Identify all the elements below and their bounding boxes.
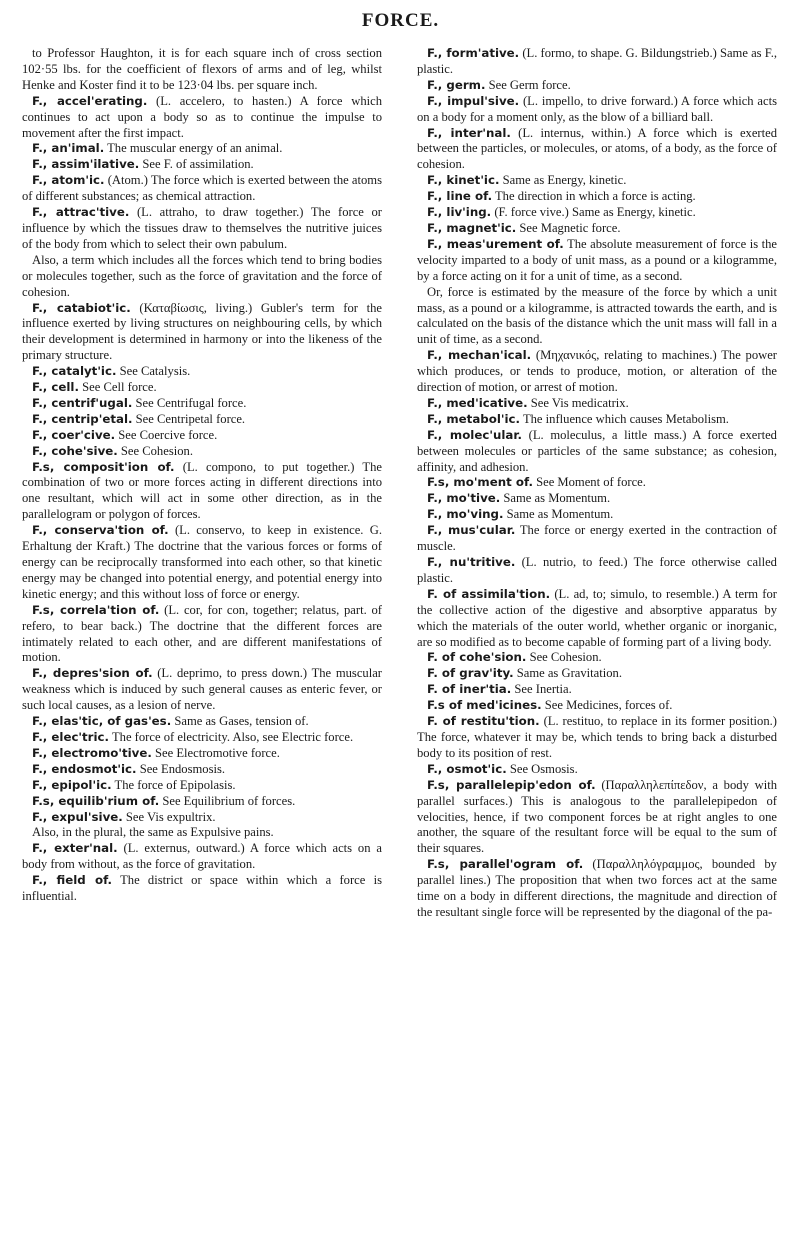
entry-headword: F., impul'sive. bbox=[427, 93, 520, 108]
dictionary-entry bbox=[22, 428, 382, 444]
entry-headword: F., coer'cive. bbox=[32, 427, 116, 442]
entry-headword: F., nu'tritive. bbox=[427, 555, 516, 569]
entry-definition: The district or space within which a force is influential. bbox=[22, 873, 383, 904]
entry-headword: F., metabol'ic. bbox=[427, 411, 521, 426]
entry-definition: (L. deprimo, to press down.) The muscular weakness which is induced by such general causes as enteric fever, or such local causes, as a lesion of nerve. bbox=[22, 666, 382, 713]
entry-headword: F., line of. bbox=[427, 189, 493, 204]
dictionary-entry bbox=[22, 825, 382, 841]
dictionary-entry bbox=[417, 94, 777, 126]
dictionary-entry bbox=[417, 46, 777, 78]
dictionary-entry bbox=[22, 301, 382, 365]
entry-headword: F., med'icative. bbox=[427, 395, 528, 410]
entry-headword: F., inter'nal. bbox=[427, 125, 511, 140]
entry-definition: (L. conservo, to keep in existence. G. Erhaltung der Kraft.) The doctrine that the various forces or forms of energy can be reciprocally transformed into each other, so that kinetic energy may be changed into potential energy, and potential energy into kinetic energy; and this without loss of force or energy. bbox=[22, 523, 382, 601]
entry-definition: (Παραλληλόγραμμος, bounded by parallel lines.) The proposition that when two forces act at the same time on a body in different directions, the magnitude and direction of the resultant single force will be represented by the diagonal of the pa- bbox=[417, 857, 777, 919]
page-title: FORCE. bbox=[361, 10, 440, 31]
dictionary-entry bbox=[417, 523, 777, 555]
entry-headword: F., epipol'ic. bbox=[32, 777, 112, 792]
dictionary-entry bbox=[417, 348, 777, 396]
dictionary-entry bbox=[22, 460, 382, 524]
entry-definition: See Electromotive force. bbox=[155, 745, 280, 760]
dictionary-entry bbox=[417, 587, 777, 651]
entry-definition: See Cell force. bbox=[82, 380, 157, 395]
dictionary-entry bbox=[22, 157, 382, 173]
dictionary-entry bbox=[417, 475, 777, 491]
entry-definition: See Moment of force. bbox=[536, 475, 646, 490]
dictionary-entry bbox=[22, 396, 382, 412]
entry-definition: (L. nutrio, to feed.) The force otherwise called plastic. bbox=[417, 555, 777, 585]
dictionary-entry bbox=[417, 189, 777, 205]
entry-definition: (F. force vive.) Same as Energy, kinetic. bbox=[494, 205, 696, 220]
entry-headword: F. of iner'tia. bbox=[427, 682, 512, 697]
entry-definition: See Magnetic force. bbox=[519, 220, 621, 235]
dictionary-entry bbox=[22, 603, 382, 667]
dictionary-entry bbox=[417, 857, 777, 921]
dictionary-entry bbox=[22, 810, 382, 826]
entry-definition: (L. restituo, to replace in its former position.) The force, whatever it may be, which tends to bring back a disturbed body to its position of rest. bbox=[417, 714, 777, 760]
entry-definition: The force of Epipolasis. bbox=[114, 777, 236, 792]
dictionary-entry bbox=[22, 873, 382, 905]
entry-definition: See Coercive force. bbox=[118, 427, 218, 442]
dictionary-entry bbox=[22, 380, 382, 396]
entry-headword: F.s, composit'ion of. bbox=[32, 459, 175, 474]
entry-definition: Same as Momentum. bbox=[503, 491, 611, 506]
dictionary-entry bbox=[417, 491, 777, 507]
entry-definition: The influence which causes Metabolism. bbox=[522, 411, 729, 426]
dictionary-entry bbox=[417, 507, 777, 523]
entry-headword: F., field of. bbox=[32, 873, 113, 888]
entry-headword: F., endosmot'ic. bbox=[32, 761, 137, 776]
entry-definition: Same as Gases, tension of. bbox=[174, 714, 309, 729]
entry-headword: F., magnet'ic. bbox=[427, 220, 517, 235]
entry-definition: See Centripetal force. bbox=[135, 411, 246, 426]
entry-definition: Also, a term which includes all the forces which tend to bring bodies or molecules together, such as the force of gravitation and the force of cohesion. bbox=[22, 252, 382, 299]
entry-definition: See Equilibrium of forces. bbox=[162, 793, 296, 808]
entry-headword: F., kinet'ic. bbox=[427, 173, 500, 188]
dictionary-entry bbox=[417, 698, 777, 714]
dictionary-entry bbox=[22, 253, 382, 301]
entry-headword: F.s of med'icines. bbox=[427, 698, 542, 713]
entry-headword: F., depres'sion of. bbox=[32, 666, 153, 681]
dictionary-entry bbox=[417, 285, 777, 349]
entry-definition: The direction in which a force is acting. bbox=[494, 189, 696, 204]
entry-definition: See Osmosis. bbox=[509, 761, 578, 776]
dictionary-entry bbox=[22, 714, 382, 730]
dictionary-entry bbox=[417, 221, 777, 237]
entry-headword: F., centrip'etal. bbox=[32, 411, 133, 426]
dictionary-entry bbox=[22, 364, 382, 380]
entry-headword: F., mus'cular. bbox=[427, 523, 516, 538]
entry-headword: F., mo'ving. bbox=[427, 507, 504, 522]
entry-definition: See Vis medicatrix. bbox=[530, 395, 629, 410]
entry-definition: (L. impello, to drive forward.) A force which acts on a body for a moment only, as the blow of a billiard ball. bbox=[417, 93, 777, 124]
entry-definition: Also, in the plural, the same as Expulsive pains. bbox=[32, 825, 274, 840]
entry-definition: (L. cor, for con, together; relatus, part. of refero, to bear back.) The doctrine that the different forces are intimately related to each other, and are different manifestations of motion. bbox=[22, 602, 382, 665]
entry-definition: (L. ad, to; simulo, to resemble.) A term for the collective action of the digestive and absorptive apparatus by which the materials of the outer world, whether organic or inorganic, are so modified as to become capable of forming part of a living body. bbox=[417, 586, 777, 649]
entry-headword: F., atom'ic. bbox=[32, 173, 105, 188]
dictionary-entry bbox=[22, 94, 382, 142]
dictionary-entry bbox=[417, 666, 777, 682]
dictionary-entry bbox=[417, 78, 777, 94]
entry-definition: The muscular energy of an animal. bbox=[107, 141, 283, 156]
dictionary-entry bbox=[22, 841, 382, 873]
entry-headword: F.s, correla'tion of. bbox=[32, 602, 160, 617]
entry-headword: F., mechan'ical. bbox=[427, 348, 532, 363]
entry-definition: See Cohesion. bbox=[120, 443, 193, 458]
dictionary-entry bbox=[22, 666, 382, 714]
entry-headword: F., cohe'sive. bbox=[32, 443, 118, 458]
entry-definition: The absolute measurement of force is the velocity imparted to a body of unit mass, as a pound or a kilogramme, by a force acting on it for a unit of time, as a second. bbox=[417, 236, 778, 283]
entry-headword: F., germ. bbox=[427, 77, 486, 92]
entry-headword: F. of restitu'tion. bbox=[427, 714, 540, 729]
entry-definition: to Professor Haughton, it is for each square inch of cross section 102·55 lbs. for the coefficient of flexors of arms and of leg, whilst Henke and Koster find it to be 123·04 lbs. per square inch. bbox=[22, 46, 382, 92]
right-column bbox=[417, 46, 777, 921]
entry-headword: F.s, parallel'ogram of. bbox=[427, 857, 584, 872]
entry-headword: F. of grav'ity. bbox=[427, 666, 514, 681]
entry-headword: F., elas'tic, of gas'es. bbox=[32, 714, 172, 729]
dictionary-entry bbox=[22, 762, 382, 778]
dictionary-entry bbox=[22, 746, 382, 762]
entry-headword: F., molec'ular. bbox=[427, 427, 522, 442]
entry-definition: (L. attraho, to draw together.) The force or influence by which the tissues draw to themselves the nutritive juices of the body from which to select their own pabulum. bbox=[22, 205, 382, 251]
entry-definition: (Atom.) The force which is exerted between the atoms of different substances; as chemical attraction. bbox=[22, 173, 382, 204]
entry-headword: F., conserva'tion of. bbox=[32, 523, 169, 538]
dictionary-entry bbox=[417, 428, 777, 476]
dictionary-entry bbox=[417, 237, 777, 285]
dictionary-entry bbox=[417, 205, 777, 221]
dictionary-entry bbox=[22, 444, 382, 460]
entry-headword: F., liv'ing. bbox=[427, 205, 492, 220]
entry-definition: Same as Gravitation. bbox=[516, 666, 622, 681]
dictionary-entry bbox=[417, 126, 777, 174]
entry-headword: F., meas'urement of. bbox=[427, 236, 564, 251]
entry-definition: See Vis expultrix. bbox=[125, 809, 216, 824]
entry-definition: Same as Momentum. bbox=[506, 507, 614, 522]
entry-definition: See Inertia. bbox=[514, 682, 572, 697]
entry-headword: F., form'ative. bbox=[427, 46, 520, 60]
entry-headword: F., cell. bbox=[32, 380, 79, 395]
entry-definition: See F. of assimilation. bbox=[142, 157, 254, 172]
entry-headword: F., expul'sive. bbox=[32, 809, 123, 824]
dictionary-entry bbox=[22, 141, 382, 157]
entry-headword: F.s, mo'ment of. bbox=[427, 475, 533, 490]
dictionary-entry bbox=[417, 396, 777, 412]
entry-headword: F. of assimila'tion. bbox=[427, 586, 551, 601]
dictionary-entry bbox=[417, 762, 777, 778]
left-column bbox=[22, 46, 382, 905]
entry-headword: F., mo'tive. bbox=[427, 491, 501, 506]
dictionary-entry bbox=[22, 523, 382, 603]
dictionary-entry bbox=[22, 46, 382, 94]
entry-definition: Or, force is estimated by the measure of the force by which a unit mass, as a pound or a kilogramme, is attracted towards the earth, and is calculated on the basis of the distance which the unit mass will fall in a unit of time, as a second. bbox=[417, 284, 777, 347]
dictionary-entry bbox=[417, 778, 777, 858]
entry-definition: See Endosmosis. bbox=[139, 761, 226, 776]
entry-headword: F., attrac'tive. bbox=[32, 205, 130, 220]
dictionary-entry bbox=[22, 730, 382, 746]
entry-headword: F., catabiot'ic. bbox=[32, 300, 131, 315]
dictionary-entry bbox=[417, 412, 777, 428]
entry-headword: F., accel'erating. bbox=[32, 93, 148, 108]
dictionary-entry bbox=[22, 778, 382, 794]
entry-definition: The force of electricity. Also, see Electric force. bbox=[111, 729, 354, 744]
entry-definition: (Καταβίωσις, living.) Gubler's term for the influence exerted by living structures on neighbouring cells, by which their development is determined in harmony or into the likeness of the primary structure. bbox=[22, 300, 382, 363]
entry-headword: F.s, equilib'rium of. bbox=[32, 793, 160, 808]
entry-definition: See Centrifugal force. bbox=[135, 395, 247, 410]
entry-definition: The force or energy exerted in the contraction of muscle. bbox=[417, 523, 777, 554]
dictionary-entry bbox=[22, 205, 382, 253]
entry-headword: F. of cohe'sion. bbox=[427, 650, 527, 665]
entry-headword: F., elec'tric. bbox=[32, 729, 110, 744]
dictionary-entry bbox=[417, 650, 777, 666]
dictionary-entry bbox=[22, 794, 382, 810]
entry-headword: F., assim'ilative. bbox=[32, 157, 140, 172]
entry-headword: F., centrif'ugal. bbox=[32, 395, 133, 410]
dictionary-entry bbox=[417, 682, 777, 698]
entry-headword: F., exter'nal. bbox=[32, 841, 118, 856]
entry-definition: Same as Energy, kinetic. bbox=[502, 173, 627, 188]
entry-headword: F.s, parallelepip'edon of. bbox=[427, 777, 596, 792]
dictionary-entry bbox=[417, 714, 777, 762]
entry-headword: F., an'imal. bbox=[32, 141, 105, 156]
entry-definition: (Μηχανικός, relating to machines.) The power which produces, or tends to produce, motion, or alteration of the direction of motion, or arrest of motion. bbox=[417, 348, 777, 395]
entry-definition: (L. externus, outward.) A force which acts on a body from without, as the force of gravitation. bbox=[22, 841, 382, 872]
entry-definition: (L. moleculus, a little mass.) A force exerted between molecules or particles of the same substance; as cohesion, affinity, and adhesion. bbox=[417, 427, 777, 474]
entry-definition: (Παραλληλεπίπεδον, a body with parallel surfaces.) This is analogous to the parallelepipedon of velocities, hence, if two component forces be at right angles to one another, the square of the resultant force will be equal to the sum of their squares. bbox=[417, 777, 777, 856]
entry-definition: (L. internus, within.) A force which is exerted between the particles, or molecules, or atoms, of a body, as the force of cohesion. bbox=[417, 125, 778, 172]
entry-definition: See Catalysis. bbox=[119, 364, 191, 379]
dictionary-entry bbox=[417, 173, 777, 189]
entry-headword: F., osmot'ic. bbox=[427, 761, 507, 776]
entry-definition: (L. accelero, to hasten.) A force which continues to act upon a body so as to continue the impulse to movement after the first impact. bbox=[22, 93, 382, 140]
entry-definition: See Germ force. bbox=[488, 77, 571, 92]
dictionary-entry bbox=[22, 173, 382, 205]
entry-definition: See Cohesion. bbox=[529, 650, 602, 665]
entry-definition: See Medicines, forces of. bbox=[544, 698, 673, 713]
dictionary-entry bbox=[417, 555, 777, 587]
entry-headword: F., electromo'tive. bbox=[32, 745, 152, 760]
entry-definition: (L. compono, to put together.) The combination of two or more forces acting in different directions into one resultant, which will act in some other direction, as in the parallelogram or polygon of forces. bbox=[22, 459, 382, 522]
entry-headword: F., catalyt'ic. bbox=[32, 364, 117, 379]
entry-definition: (L. formo, to shape. G. Bildungstrieb.) Same as F., plastic. bbox=[417, 46, 778, 76]
dictionary-entry bbox=[22, 412, 382, 428]
